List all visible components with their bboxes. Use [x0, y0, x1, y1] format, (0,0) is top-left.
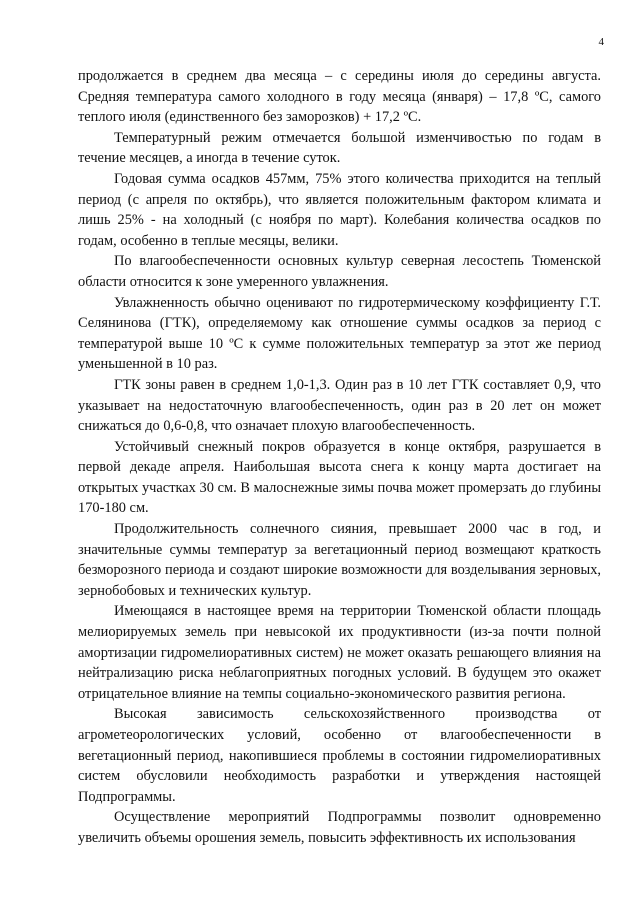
paragraph: ГТК зоны равен в среднем 1,0-1,3. Один раз в 10 лет ГТК составляет 0,9, что указывает на недостаточную влагообеспеченность, один раз в 20 лет он может снижаться до 0,6-0,8, что означает плохую влагообеспеченность. [78, 376, 601, 435]
paragraph: Температурный режим отмечается большой изменчивостью по годам в течение месяцев, а иногда в течение суток. [78, 129, 601, 167]
paragraph: Устойчивый снежный покров образуется в конце октября, разрушается в первой декаде апреля. Наибольшая высота снега к концу марта достигает на открытых участках 30 см. В малоснежные зимы почва может промерзать до глубины 170-180 см. [78, 438, 601, 517]
paragraph: Осуществление мероприятий Подпрограммы позволит одновременно увеличить объемы орошения земель, повысить эффективность их использования [78, 809, 601, 846]
document-body [78, 66, 601, 849]
paragraph: Увлажненность обычно оценивают по гидротермическому коэффициенту Г.Т. Селянинова (ГТК), определяемому как отношение суммы осадков за период с температурой выше 10 ºС к сумме положительных температур за этот же период уменьшенной в 10 раз. [78, 294, 601, 373]
page-number: 4 [598, 36, 604, 48]
paragraph: Годовая сумма осадков 457мм, 75% этого количества приходится на теплый период (с апреля по октябрь), что является положительным фактором климата и лишь 25% - на холодный (с ноября по март). Колебания количества осадков по годам, особенно в теплые месяцы, велики. [78, 170, 601, 249]
paragraph: Высокая зависимость сельскохозяйственного производства от агрометеорологических условий, особенно от влагообеспеченности в вегетационный период, накопившиеся проблемы в состоянии гидромелиоративных систем обусловили необходимость разработки и утверждения настоящей Подпрограммы. [78, 706, 601, 805]
paragraph: По влагообеспеченности основных культур северная лесостепь Тюменской области относится к зоне умеренного увлажнения. [78, 253, 601, 290]
paragraph: Продолжительность солнечного сияния, превышает 2000 час в год, и значительные суммы температур за вегетационный период возмещают краткость безморозного периода и создают широкие возможности для возделывания зерновых, зернобобовых и технических культур. [78, 521, 601, 599]
paragraph: продолжается в среднем два месяца – с середины июля до середины августа. Средняя температура самого холодного в году месяца (января) – 17,8 ºС, самого теплого июля (единственного без заморозков) + 17,2 ºС. [78, 68, 601, 126]
paragraph: Имеющаяся в настоящее время на территории Тюменской области площадь мелиорируемых земель при невысокой их продуктивности (из-за почти полной амортизации гидромелиоративных систем) не может оказать решающего влияния на нейтрализацию риска неблагоприятных погодных условий. В будущем это окажет отрицательное влияние на темпы социально-экономического развития региона. [78, 603, 601, 702]
